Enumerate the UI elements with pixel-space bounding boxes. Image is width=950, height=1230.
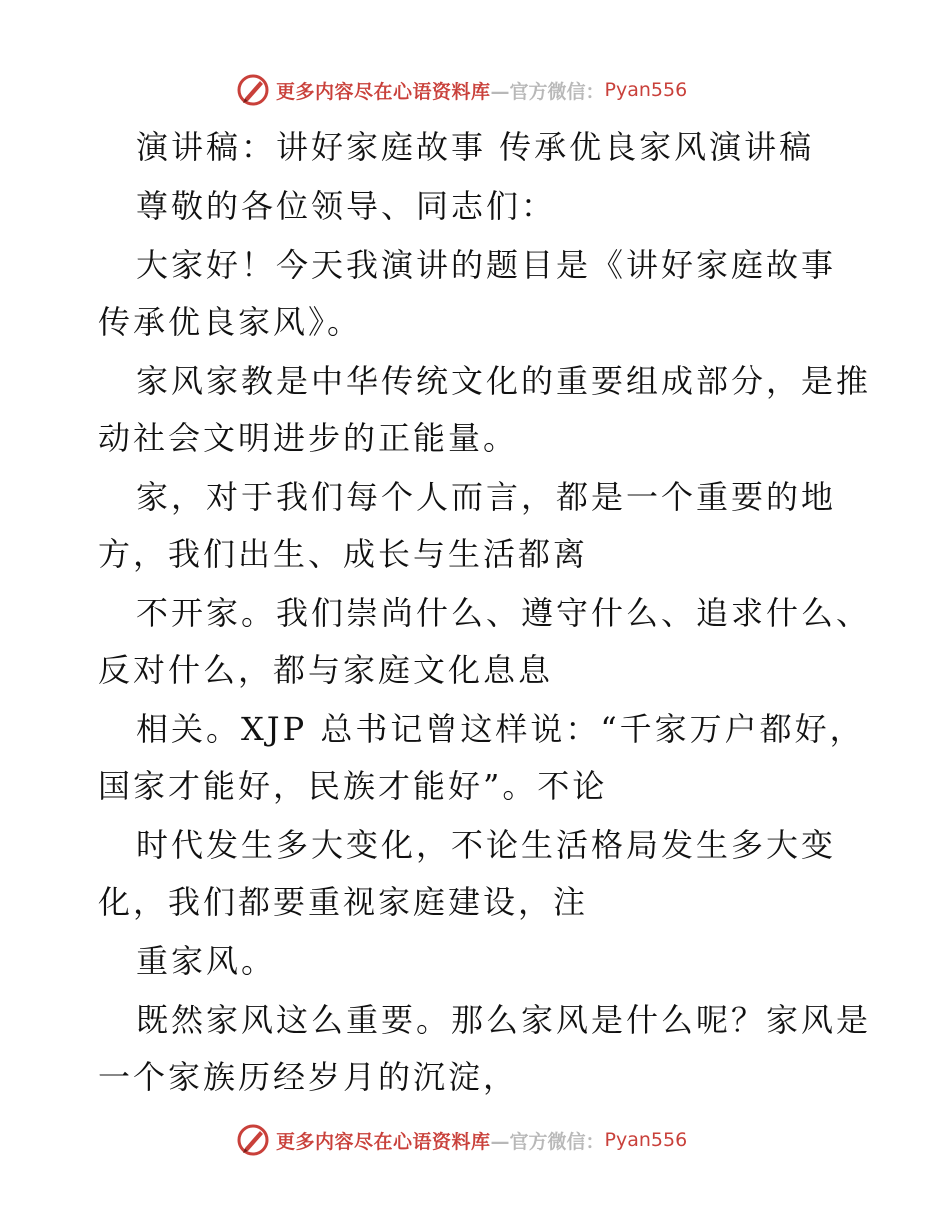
paragraph-line: 家风家教是中华传统文化的重要组成部分，是推 — [136, 362, 872, 400]
paragraph-line: 方，我们出生、成长与生活都离 — [98, 535, 589, 573]
paragraph-line: 动社会文明进步的正能量。 — [98, 419, 519, 457]
paragraph-line: 大家好！今天我演讲的题目是《讲好家庭故事 — [136, 246, 837, 284]
footer-banner — [236, 1120, 687, 1160]
paragraph-line: 相关。XJP 总书记曾这样说：“千家万户都好， — [136, 710, 865, 748]
paragraph-line: 家，对于我们每个人而言，都是一个重要的地 — [136, 478, 837, 516]
paragraph-line: 反对什么，都与家庭文化息息 — [98, 651, 554, 689]
document-title: 演讲稿：讲好家庭故事 传承优良家风演讲稿 — [136, 128, 815, 166]
paragraph-line: 传承优良家风》。 — [98, 303, 363, 341]
paragraph-line: 既然家风这么重要。那么家风是什么呢？家风是 — [136, 1001, 872, 1039]
salutation: 尊敬的各位领导、同志们： — [136, 187, 557, 225]
paragraph-line: 化，我们都要重视家庭建设，注 — [98, 883, 589, 921]
paragraph-line: 重家风。 — [136, 942, 277, 980]
banner-text: 更多内容尽在心语资料库 — [276, 80, 491, 103]
banner-wechat-id: Pyan556 — [604, 1129, 688, 1151]
banner-text: 更多内容尽在心语资料库 — [276, 1130, 491, 1153]
paragraph-line: 时代发生多大变化，不论生活格局发生多大变 — [136, 826, 837, 864]
paragraph-line: 不开家。我们崇尚什么、遵守什么、追求什么、 — [136, 594, 872, 632]
pen-logo-icon — [236, 1123, 270, 1157]
paragraph-line: 国家才能好，民族才能好”。不论 — [98, 767, 608, 805]
paragraph-line: 一个家族历经岁月的沉淀， — [98, 1058, 519, 1096]
banner-separator-text: —官方微信： — [490, 1130, 605, 1153]
banner-wechat-id: Pyan556 — [604, 79, 688, 101]
banner-separator-text: —官方微信： — [490, 80, 605, 103]
